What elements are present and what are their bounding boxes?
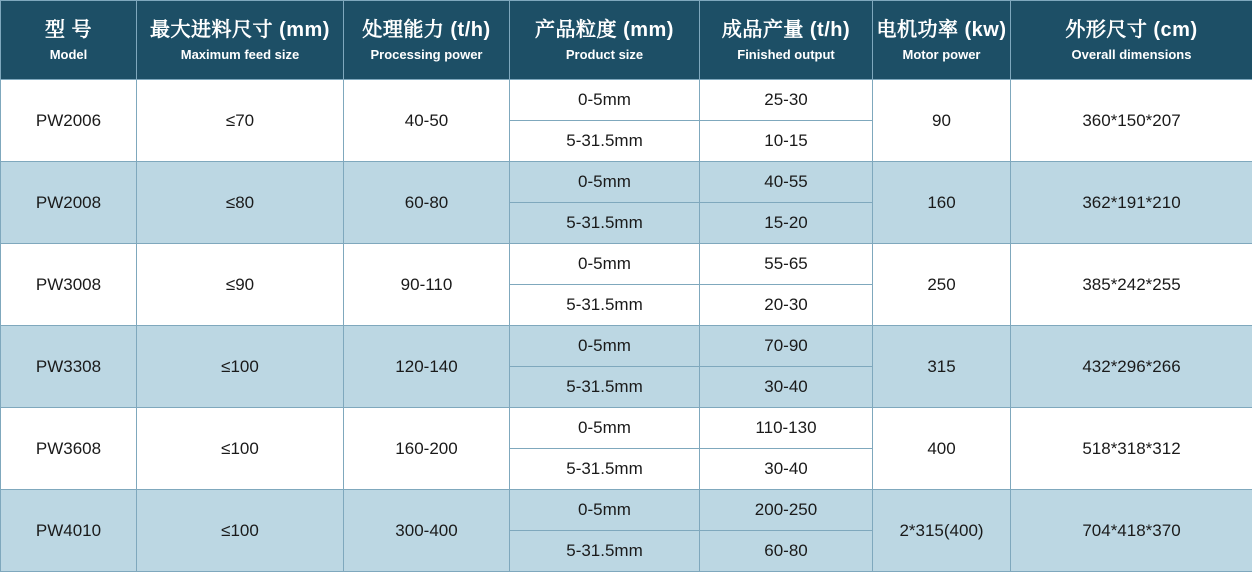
- cell-processing-power: 160-200: [344, 408, 510, 490]
- cell-processing-power: 300-400: [344, 490, 510, 572]
- cell-finished-output: 55-65: [700, 244, 873, 285]
- cell-product-size: 0-5mm: [510, 326, 700, 367]
- cell-motor-power: 160: [873, 162, 1011, 244]
- table-row: [1, 326, 1252, 367]
- table-row: [1, 162, 1252, 203]
- cell-motor-power: 90: [873, 80, 1011, 162]
- column-header-overall-dimensions-en: Overall dimensions: [1011, 47, 1252, 63]
- column-header-finished-output-en: Finished output: [700, 47, 872, 63]
- cell-overall-dimensions: 385*242*255: [1011, 244, 1252, 326]
- cell-model: PW3308: [1, 326, 137, 408]
- cell-product-size: 5-31.5mm: [510, 203, 700, 244]
- cell-feed-size: ≤100: [137, 408, 344, 490]
- cell-finished-output: 25-30: [700, 80, 873, 121]
- table-row: [1, 408, 1252, 449]
- cell-finished-output: 30-40: [700, 367, 873, 408]
- column-header-motor-power-cn: 电机功率 (kw): [873, 18, 1010, 43]
- cell-finished-output: 40-55: [700, 162, 873, 203]
- cell-model: PW4010: [1, 490, 137, 572]
- cell-overall-dimensions: 704*418*370: [1011, 490, 1252, 572]
- cell-product-size: 0-5mm: [510, 162, 700, 203]
- column-header-motor-power-en: Motor power: [873, 47, 1010, 63]
- cell-product-size: 5-31.5mm: [510, 531, 700, 572]
- cell-feed-size: ≤100: [137, 490, 344, 572]
- cell-feed-size: ≤90: [137, 244, 344, 326]
- column-header-processing-power-cn: 处理能力 (t/h): [344, 18, 509, 43]
- cell-overall-dimensions: 362*191*210: [1011, 162, 1252, 244]
- column-header-overall-dimensions-cn: 外形尺寸 (cm): [1011, 18, 1252, 43]
- cell-motor-power: 2*315(400): [873, 490, 1011, 572]
- table-row: [1, 80, 1252, 121]
- column-header-model: [1, 1, 137, 80]
- table-header-row: [1, 1, 1252, 80]
- column-header-product-size-cn: 产品粒度 (mm): [510, 18, 699, 43]
- column-header-product-size: [510, 1, 700, 80]
- column-header-model-en: Model: [1, 47, 136, 63]
- cell-finished-output: 200-250: [700, 490, 873, 531]
- column-header-feed-size-en: Maximum feed size: [137, 47, 343, 63]
- column-header-motor-power: [873, 1, 1011, 80]
- cell-motor-power: 315: [873, 326, 1011, 408]
- cell-processing-power: 90-110: [344, 244, 510, 326]
- cell-model: PW2006: [1, 80, 137, 162]
- column-header-processing-power-en: Processing power: [344, 47, 509, 63]
- cell-model: PW2008: [1, 162, 137, 244]
- column-header-feed-size: [137, 1, 344, 80]
- cell-processing-power: 60-80: [344, 162, 510, 244]
- cell-finished-output: 10-15: [700, 121, 873, 162]
- cell-finished-output: 30-40: [700, 449, 873, 490]
- cell-product-size: 0-5mm: [510, 408, 700, 449]
- cell-feed-size: ≤70: [137, 80, 344, 162]
- column-header-overall-dimensions: [1011, 1, 1252, 80]
- column-header-processing-power: [344, 1, 510, 80]
- column-header-product-size-en: Product size: [510, 47, 699, 63]
- cell-overall-dimensions: 360*150*207: [1011, 80, 1252, 162]
- cell-product-size: 5-31.5mm: [510, 285, 700, 326]
- column-header-model-cn: 型 号: [1, 18, 136, 43]
- table-header: [1, 1, 1252, 80]
- table-body: [1, 80, 1252, 572]
- cell-product-size: 0-5mm: [510, 244, 700, 285]
- cell-product-size: 0-5mm: [510, 490, 700, 531]
- column-header-finished-output: [700, 1, 873, 80]
- cell-motor-power: 250: [873, 244, 1011, 326]
- cell-motor-power: 400: [873, 408, 1011, 490]
- cell-model: PW3608: [1, 408, 137, 490]
- cell-model: PW3008: [1, 244, 137, 326]
- cell-finished-output: 110-130: [700, 408, 873, 449]
- cell-product-size: 0-5mm: [510, 80, 700, 121]
- cell-finished-output: 70-90: [700, 326, 873, 367]
- cell-feed-size: ≤100: [137, 326, 344, 408]
- cell-finished-output: 20-30: [700, 285, 873, 326]
- cell-feed-size: ≤80: [137, 162, 344, 244]
- table-row: [1, 490, 1252, 531]
- cell-finished-output: 60-80: [700, 531, 873, 572]
- column-header-finished-output-cn: 成品产量 (t/h): [700, 18, 872, 43]
- cell-overall-dimensions: 432*296*266: [1011, 326, 1252, 408]
- cell-finished-output: 15-20: [700, 203, 873, 244]
- cell-product-size: 5-31.5mm: [510, 449, 700, 490]
- cell-processing-power: 40-50: [344, 80, 510, 162]
- cell-product-size: 5-31.5mm: [510, 367, 700, 408]
- cell-processing-power: 120-140: [344, 326, 510, 408]
- cell-product-size: 5-31.5mm: [510, 121, 700, 162]
- cell-overall-dimensions: 518*318*312: [1011, 408, 1252, 490]
- table-row: [1, 244, 1252, 285]
- column-header-feed-size-cn: 最大进料尺寸 (mm): [137, 18, 343, 43]
